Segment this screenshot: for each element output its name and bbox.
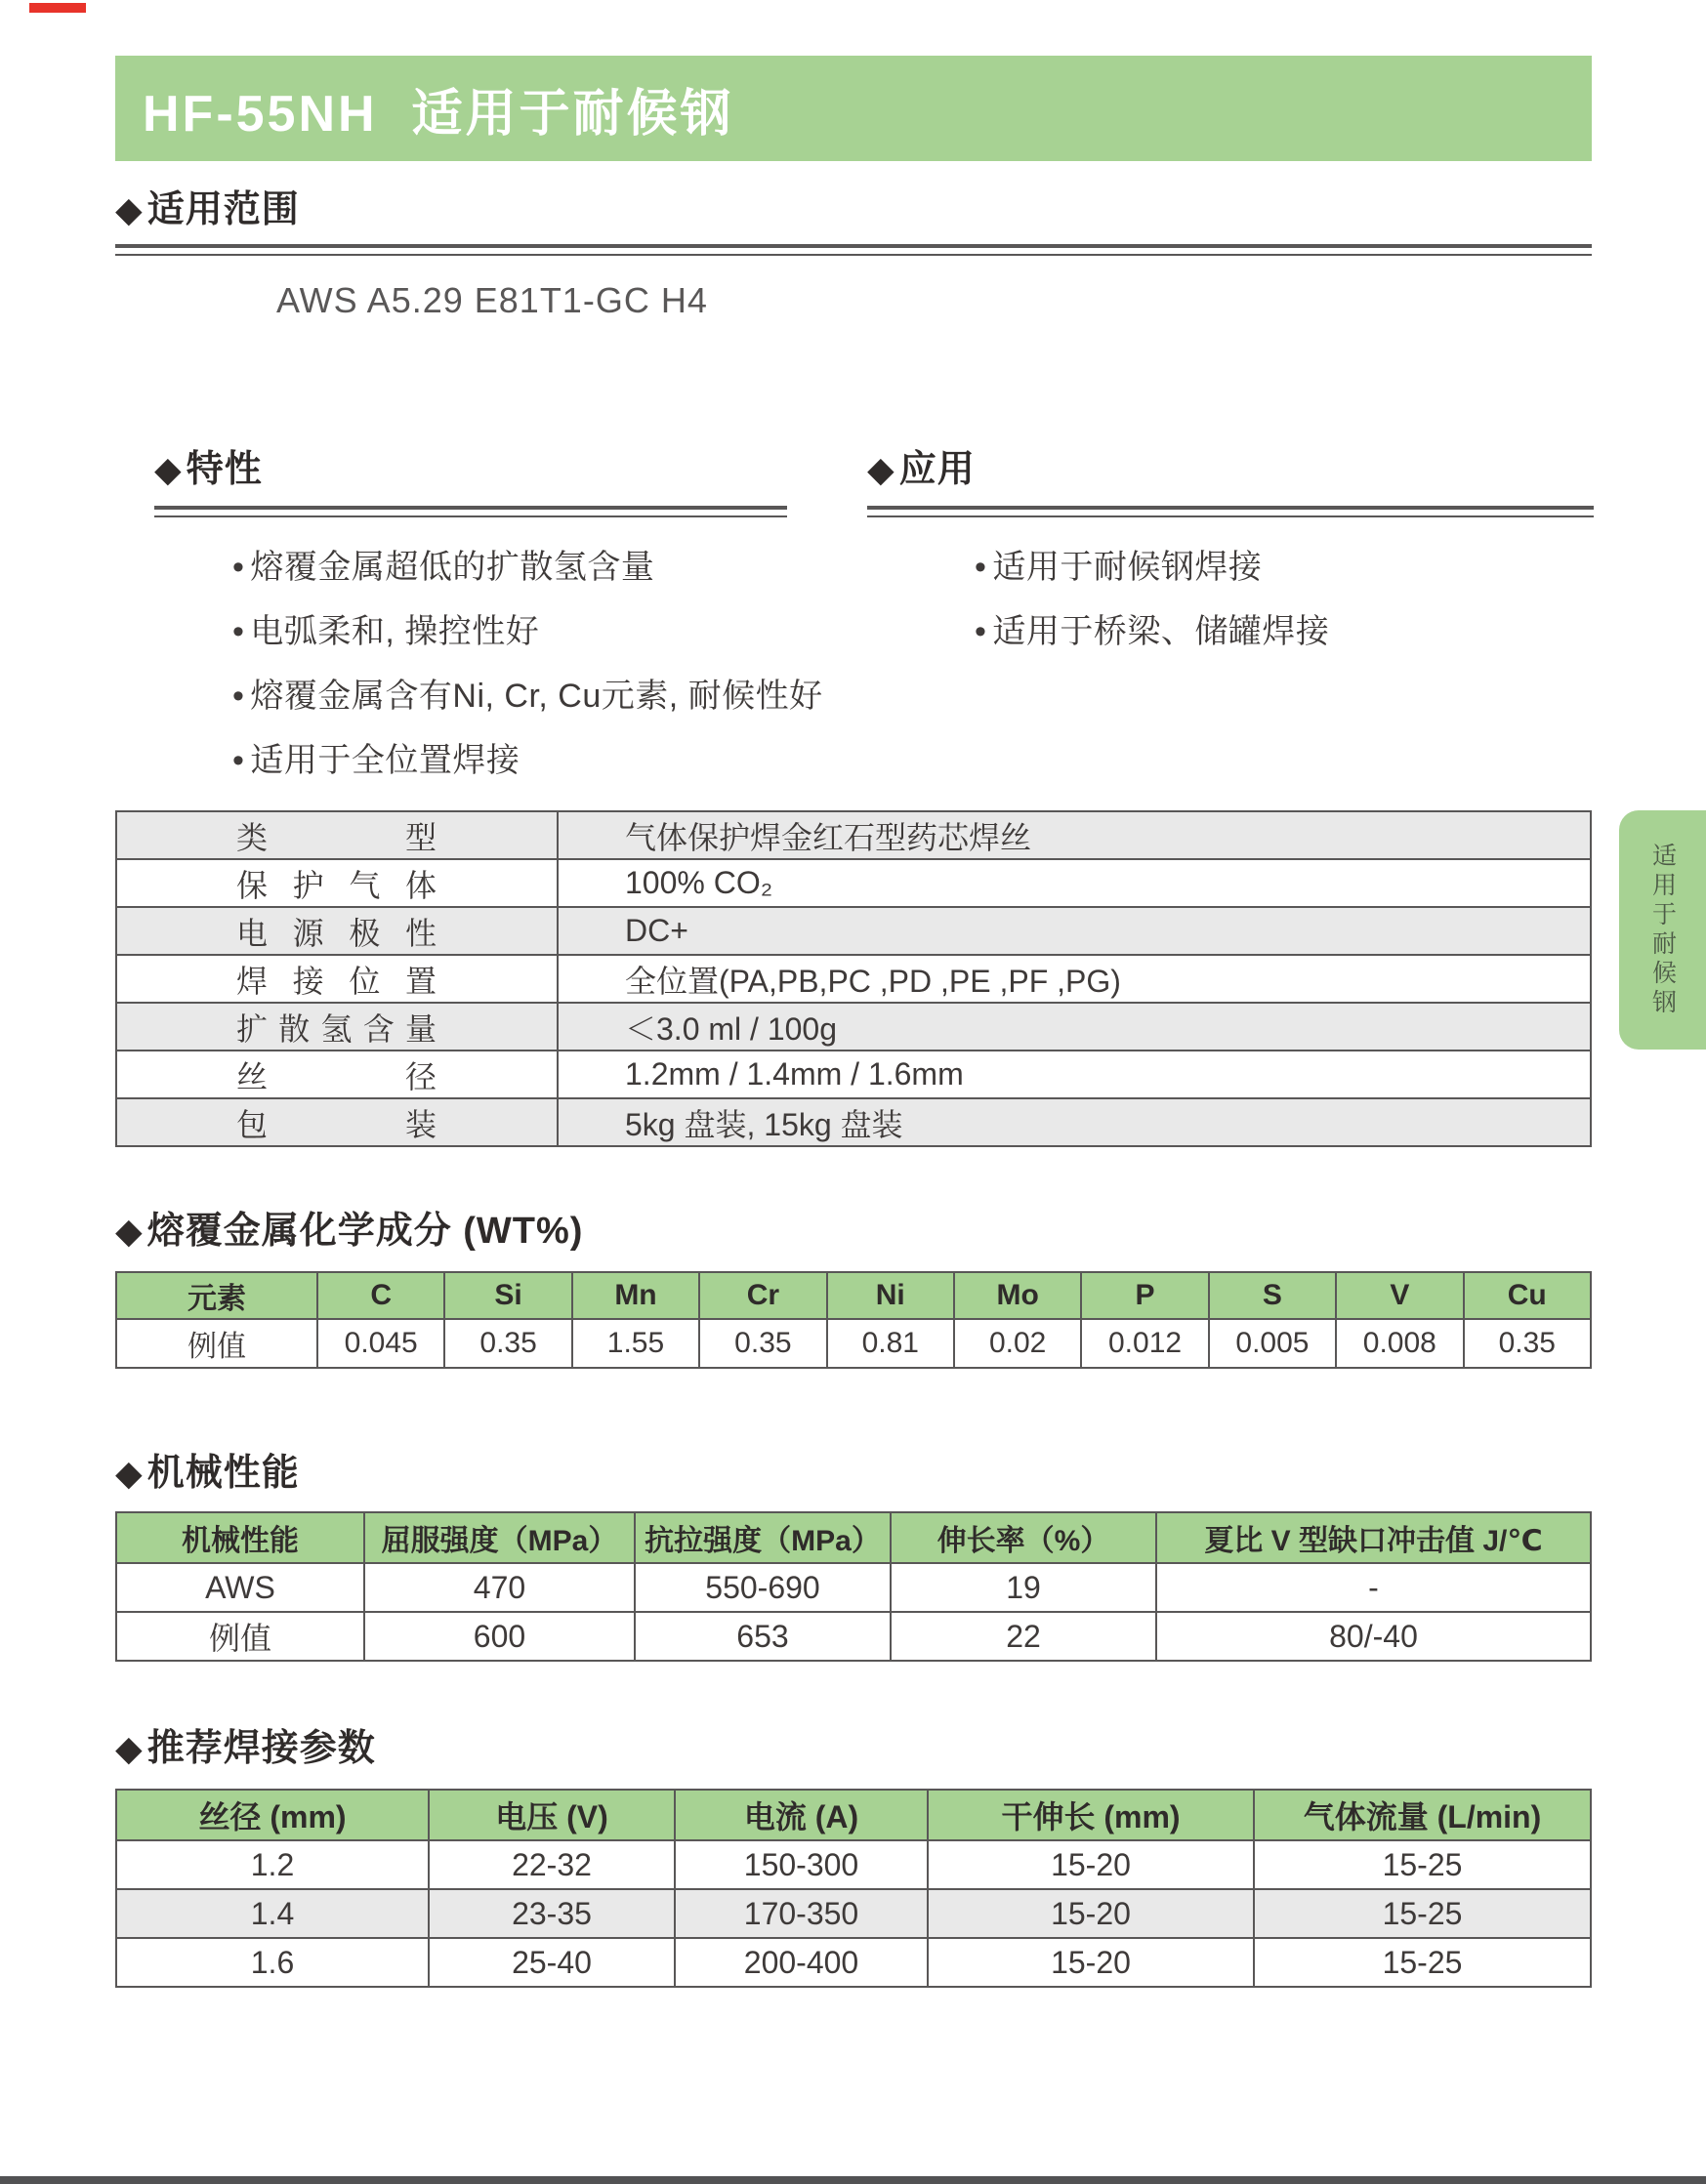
section-heading-chemistry: ◆ 熔覆金属化学成分 (WT%) (115, 1213, 583, 1250)
chemistry-table (115, 1271, 1592, 1369)
product-spec-table (115, 810, 1592, 1147)
table-row (116, 1319, 1591, 1368)
product-title-bar (115, 56, 1592, 161)
cell: 15-20 (928, 1889, 1254, 1938)
section-heading-welding-params: ◆ 推荐焊接参数 (115, 1730, 376, 1767)
column-header: Mn (572, 1272, 699, 1319)
table-header-row (116, 1512, 1591, 1563)
mechanical-table (115, 1511, 1592, 1662)
cell: 80/-40 (1156, 1612, 1591, 1661)
applications-divider (867, 506, 1594, 517)
cell: 550-690 (635, 1563, 891, 1612)
table-row (116, 907, 1591, 955)
table-row (116, 811, 1591, 859)
table-row (116, 1003, 1591, 1051)
cell: 1.6 (116, 1938, 429, 1987)
spec-label: 焊接位置 (236, 963, 437, 999)
cell: 1.2 (116, 1840, 429, 1889)
table-header-row (116, 1272, 1591, 1319)
table-row (116, 1051, 1591, 1098)
table-row (116, 1840, 1591, 1889)
print-registration-mark (29, 3, 86, 13)
spec-label: 包装 (236, 1106, 437, 1142)
cell: 0.81 (827, 1319, 954, 1368)
cell: 15-20 (928, 1938, 1254, 1987)
page-title: HF-55NH 适用于耐候钢 (143, 85, 734, 143)
applications-list (975, 535, 1329, 664)
column-header: Mo (954, 1272, 1081, 1319)
cell: 0.02 (954, 1319, 1081, 1368)
spec-value: DC+ (558, 907, 1591, 955)
cell: 1.4 (116, 1889, 429, 1938)
feature-item: • 熔覆金属超低的扩散氢含量 (232, 535, 823, 599)
spec-value: ＜3.0 ml / 100g (558, 1003, 1591, 1051)
section-heading-features: ◆ 特性 (154, 451, 263, 488)
column-header: 机械性能 (116, 1512, 364, 1563)
feature-item: • 熔覆金属含有Ni, Cr, Cu元素, 耐候性好 (232, 664, 823, 728)
category-side-tab (1619, 810, 1706, 1050)
table-row (116, 955, 1591, 1003)
cell: 170-350 (675, 1889, 928, 1938)
table-row (116, 1612, 1591, 1661)
cell: 600 (364, 1612, 635, 1661)
application-item: • 适用于桥梁、储罐焊接 (975, 599, 1329, 664)
cell: - (1156, 1563, 1591, 1612)
spec-value: 1.2mm / 1.4mm / 1.6mm (558, 1051, 1591, 1098)
column-header: 屈服强度（MPa） (364, 1512, 635, 1563)
row-label: 例值 (116, 1612, 364, 1661)
cell: 0.045 (317, 1319, 444, 1368)
column-header: 电压 (V) (429, 1790, 675, 1840)
cell: 653 (635, 1612, 891, 1661)
spec-label: 电源极性 (236, 915, 437, 951)
cell: 0.005 (1209, 1319, 1336, 1368)
welding-params-table (115, 1789, 1592, 1988)
cell: 23-35 (429, 1889, 675, 1938)
section-heading-applications: ◆ 应用 (867, 451, 976, 488)
feature-item: • 适用于全位置焊接 (232, 728, 823, 793)
features-list (232, 535, 823, 793)
cell: 15-25 (1254, 1938, 1591, 1987)
cell: 1.55 (572, 1319, 699, 1368)
spec-value: 气体保护焊金红石型药芯焊丝 (558, 811, 1591, 859)
column-header: C (317, 1272, 444, 1319)
row-label: 例值 (116, 1319, 317, 1368)
aws-spec-text: AWS A5.29 E81T1-GC H4 (276, 280, 708, 320)
feature-item: • 电弧柔和, 操控性好 (232, 599, 823, 664)
table-row (116, 1098, 1591, 1146)
cell: 15-25 (1254, 1889, 1591, 1938)
column-header: 抗拉强度（MPa） (635, 1512, 891, 1563)
cell: 22 (891, 1612, 1156, 1661)
cell: 22-32 (429, 1840, 675, 1889)
side-tab-label: 适用于耐候钢 (1648, 842, 1677, 1018)
column-header: S (1209, 1272, 1336, 1319)
column-header: 电流 (A) (675, 1790, 928, 1840)
cell: 150-300 (675, 1840, 928, 1889)
column-header: P (1081, 1272, 1208, 1319)
cell: 0.008 (1336, 1319, 1463, 1368)
column-header: 元素 (116, 1272, 317, 1319)
table-row (116, 1563, 1591, 1612)
spec-label: 保护气体 (236, 867, 437, 903)
spec-label: 扩散氢含量 (236, 1010, 437, 1047)
column-header: 干伸长 (mm) (928, 1790, 1254, 1840)
section-heading-scope: ◆ 适用范围 (115, 191, 300, 228)
cell: 0.35 (1464, 1319, 1591, 1368)
cell: 470 (364, 1563, 635, 1612)
column-header: Cr (699, 1272, 826, 1319)
table-header-row (116, 1790, 1591, 1840)
cell: 19 (891, 1563, 1156, 1612)
cell: 15-20 (928, 1840, 1254, 1889)
cell: 15-25 (1254, 1840, 1591, 1889)
column-header: 丝径 (mm) (116, 1790, 429, 1840)
spec-label: 丝径 (236, 1058, 437, 1094)
scope-divider (115, 244, 1592, 256)
page-bottom-rule (0, 2176, 1706, 2184)
spec-value: 5kg 盘装, 15kg 盘装 (558, 1098, 1591, 1146)
column-header: Ni (827, 1272, 954, 1319)
cell: 25-40 (429, 1938, 675, 1987)
features-divider (154, 506, 787, 517)
table-row (116, 1889, 1591, 1938)
application-item: • 适用于耐候钢焊接 (975, 535, 1329, 599)
cell: 200-400 (675, 1938, 928, 1987)
column-header: V (1336, 1272, 1463, 1319)
row-label: AWS (116, 1563, 364, 1612)
table-row (116, 1938, 1591, 1987)
cell: 0.35 (699, 1319, 826, 1368)
column-header: Cu (1464, 1272, 1591, 1319)
spec-value: 100% CO₂ (558, 859, 1591, 907)
column-header: Si (444, 1272, 571, 1319)
spec-value: 全位置(PA,PB,PC ,PD ,PE ,PF ,PG) (558, 955, 1591, 1003)
cell: 0.35 (444, 1319, 571, 1368)
column-header: 伸长率（%） (891, 1512, 1156, 1563)
cell: 0.012 (1081, 1319, 1208, 1368)
table-row (116, 859, 1591, 907)
column-header: 气体流量 (L/min) (1254, 1790, 1591, 1840)
section-heading-mechanical: ◆ 机械性能 (115, 1455, 300, 1492)
column-header: 夏比 V 型缺口冲击值 J/℃ (1156, 1512, 1591, 1563)
spec-label: 类型 (236, 819, 437, 855)
